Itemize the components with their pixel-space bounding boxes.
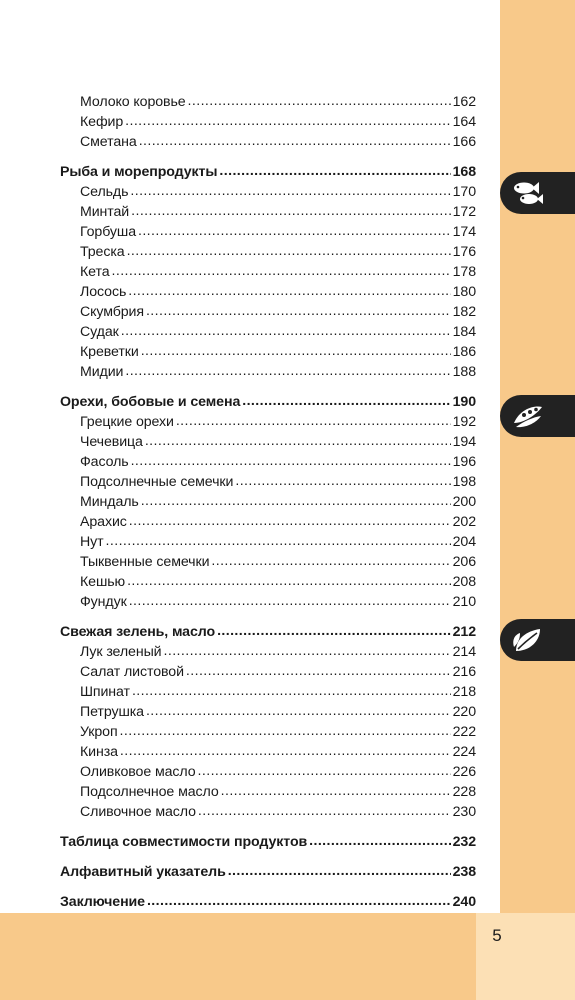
toc-entry-page: 208 (452, 574, 476, 590)
toc-entry[interactable] (60, 242, 476, 262)
toc-entry-page: 186 (452, 344, 476, 360)
section-tab-greens[interactable] (500, 619, 575, 661)
dot-leader (146, 701, 451, 721)
toc-entry[interactable] (60, 92, 476, 112)
dot-leader (121, 321, 451, 341)
dot-leader (127, 241, 451, 261)
toc-section (60, 622, 476, 822)
dot-leader (112, 261, 451, 281)
toc-entry[interactable] (60, 742, 476, 762)
dot-leader (139, 131, 451, 151)
toc-entry-label: Подсолнечное масло (80, 784, 219, 800)
toc-entry-page: 174 (452, 224, 476, 240)
toc-entry-page: 180 (452, 284, 476, 300)
toc-heading[interactable] (60, 862, 476, 882)
fish-icon (510, 178, 546, 208)
dot-leader (120, 741, 451, 761)
dot-leader (141, 341, 451, 361)
toc-entry[interactable] (60, 592, 476, 612)
toc-entry-label: Нут (80, 534, 104, 550)
toc-entry-label: Треска (80, 244, 125, 260)
toc-heading[interactable] (60, 832, 476, 852)
toc-entry[interactable] (60, 472, 476, 492)
dot-leader (235, 471, 450, 491)
dot-leader (211, 551, 450, 571)
toc-entry-label: Арахис (80, 514, 127, 530)
toc-entry-label: Свежая зелень, масло (60, 624, 216, 640)
toc-entry-label: Укроп (80, 724, 118, 740)
toc-entry[interactable] (60, 262, 476, 282)
dot-leader (198, 761, 451, 781)
toc-entry-page: 216 (452, 664, 476, 680)
toc-entry-label: Чечевица (80, 434, 143, 450)
toc-entry-label: Миндаль (80, 494, 139, 510)
toc-entry-page: 192 (452, 414, 476, 430)
toc-entry[interactable] (60, 202, 476, 222)
toc-entry-label: Горбуша (80, 224, 136, 240)
toc-entry-page: 240 (452, 894, 476, 910)
toc-entry-page: 220 (452, 704, 476, 720)
toc-section (60, 92, 476, 152)
dot-leader (131, 451, 451, 471)
toc-entry-label: Подсолнечные семечки (80, 474, 234, 490)
toc-heading[interactable] (60, 622, 476, 642)
toc-entry-page: 190 (452, 394, 476, 410)
page-number: 5 (492, 926, 502, 945)
toc-entry-label: Фундук (80, 594, 127, 610)
toc-entry[interactable] (60, 642, 476, 662)
toc-entry-label: Орехи, бобовые и семена (60, 394, 241, 410)
toc-entry-label: Судак (80, 324, 119, 340)
leaf-icon (510, 625, 546, 655)
dot-leader (219, 161, 450, 181)
toc-entry-label: Лосось (80, 284, 127, 300)
dot-leader (129, 511, 451, 531)
toc-entry[interactable] (60, 682, 476, 702)
toc-entry[interactable] (60, 452, 476, 472)
toc-entry[interactable] (60, 432, 476, 452)
toc-entry-page: 178 (452, 264, 476, 280)
toc-entry-label: Сельдь (80, 184, 129, 200)
toc-entry-page: 222 (452, 724, 476, 740)
toc-entry-label: Сливочное масло (80, 804, 196, 820)
toc-entry[interactable] (60, 512, 476, 532)
toc-entry-page: 196 (452, 454, 476, 470)
toc-entry-page: 162 (452, 94, 476, 110)
toc-entry-page: 176 (452, 244, 476, 260)
toc-entry-page: 202 (452, 514, 476, 530)
dot-leader (141, 491, 451, 511)
dot-leader (132, 681, 451, 701)
toc-entry[interactable] (60, 782, 476, 802)
toc-entry[interactable] (60, 722, 476, 742)
toc-entry-label: Минтай (80, 204, 130, 220)
toc-entry-page: 206 (452, 554, 476, 570)
toc-entry[interactable] (60, 762, 476, 782)
toc-entry[interactable] (60, 342, 476, 362)
toc-entry-page: 238 (452, 864, 476, 880)
toc-entry[interactable] (60, 182, 476, 202)
dot-leader (186, 661, 451, 681)
toc-section (60, 862, 476, 882)
toc-entry-label: Мидии (80, 364, 124, 380)
dot-leader (217, 621, 451, 641)
toc-entry-page: 172 (452, 204, 476, 220)
toc-entry-page: 164 (452, 114, 476, 130)
dot-leader (145, 431, 451, 451)
toc-entry-page: 232 (452, 834, 476, 850)
toc-entry-label: Скумбрия (80, 304, 144, 320)
toc-entry-label: Оливковое масло (80, 764, 196, 780)
toc-section (60, 392, 476, 612)
toc-entry-page: 224 (452, 744, 476, 760)
toc-entry-page: 168 (452, 164, 476, 180)
dot-leader (228, 861, 451, 881)
toc-entry-label: Сметана (80, 134, 137, 150)
toc-entry-label: Таблица совместимости продуктов (60, 834, 308, 850)
toc-entry-page: 228 (452, 784, 476, 800)
section-tab-legumes[interactable] (500, 395, 575, 437)
side-color-strip (500, 0, 575, 1000)
toc-entry[interactable] (60, 662, 476, 682)
dot-leader (120, 721, 451, 741)
toc-entry[interactable] (60, 702, 476, 722)
dot-leader (129, 591, 451, 611)
toc-entry[interactable] (60, 282, 476, 302)
toc-entry-label: Тыквенные семечки (80, 554, 210, 570)
dot-leader (242, 391, 450, 411)
toc-entry-label: Креветки (80, 344, 139, 360)
toc-entry[interactable] (60, 132, 476, 152)
dot-leader (164, 641, 451, 661)
toc-entry-page: 200 (452, 494, 476, 510)
dot-leader (127, 571, 451, 591)
dot-leader (188, 91, 451, 111)
dot-leader (221, 781, 451, 801)
toc-entry[interactable] (60, 362, 476, 382)
toc-entry[interactable] (60, 112, 476, 132)
toc-entry-label: Кефир (80, 114, 124, 130)
toc-entry-label: Молоко коровье (80, 94, 186, 110)
toc-entry-page: 188 (452, 364, 476, 380)
toc-entry-label: Кешью (80, 574, 126, 590)
dot-leader (128, 281, 450, 301)
toc-entry[interactable] (60, 302, 476, 322)
toc-entry[interactable] (60, 492, 476, 512)
table-of-contents (60, 92, 476, 922)
toc-entry-page: 218 (452, 684, 476, 700)
toc-entry-page: 194 (452, 434, 476, 450)
toc-entry-page: 182 (452, 304, 476, 320)
toc-entry-page: 184 (452, 324, 476, 340)
dot-leader (147, 891, 451, 911)
toc-entry-page: 226 (452, 764, 476, 780)
toc-entry-label: Рыба и морепродукты (60, 164, 218, 180)
toc-entry-label: Шпинат (80, 684, 130, 700)
toc-entry-label: Лук зеленый (80, 644, 162, 660)
dot-leader (138, 221, 451, 241)
dot-leader (146, 301, 451, 321)
toc-heading[interactable] (60, 162, 476, 182)
toc-section (60, 892, 476, 912)
toc-entry[interactable] (60, 222, 476, 242)
toc-entry-page: 212 (452, 624, 476, 640)
dot-leader (106, 531, 451, 551)
dot-leader (176, 411, 451, 431)
toc-entry-page: 210 (452, 594, 476, 610)
dot-leader (125, 111, 450, 131)
toc-entry-label: Кинза (80, 744, 118, 760)
toc-entry-label: Салат листовой (80, 664, 184, 680)
toc-entry[interactable] (60, 532, 476, 552)
dot-leader (130, 181, 450, 201)
dot-leader (198, 801, 451, 821)
toc-entry[interactable] (60, 802, 476, 822)
toc-heading[interactable] (60, 392, 476, 412)
toc-entry-page: 214 (452, 644, 476, 660)
toc-entry-label: Кета (80, 264, 110, 280)
toc-heading[interactable] (60, 892, 476, 912)
toc-section (60, 162, 476, 382)
dot-leader (131, 201, 450, 221)
toc-entry-label: Петрушка (80, 704, 144, 720)
toc-entry[interactable] (60, 572, 476, 592)
toc-entry-page: 204 (452, 534, 476, 550)
toc-entry-label: Алфавитный указатель (60, 864, 226, 880)
toc-entry[interactable] (60, 322, 476, 342)
toc-entry-label: Заключение (60, 894, 145, 910)
toc-section (60, 832, 476, 852)
toc-entry[interactable] (60, 412, 476, 432)
toc-entry-page: 230 (452, 804, 476, 820)
toc-entry-page: 198 (452, 474, 476, 490)
dot-leader (125, 361, 450, 381)
toc-entry-page: 170 (452, 184, 476, 200)
pea-pod-icon (510, 401, 546, 431)
section-tab-fish[interactable] (500, 172, 575, 214)
toc-entry[interactable] (60, 552, 476, 572)
toc-entry-label: Грецкие орехи (80, 414, 174, 430)
toc-entry-label: Фасоль (80, 454, 129, 470)
toc-entry-page: 166 (452, 134, 476, 150)
dot-leader (309, 831, 450, 851)
